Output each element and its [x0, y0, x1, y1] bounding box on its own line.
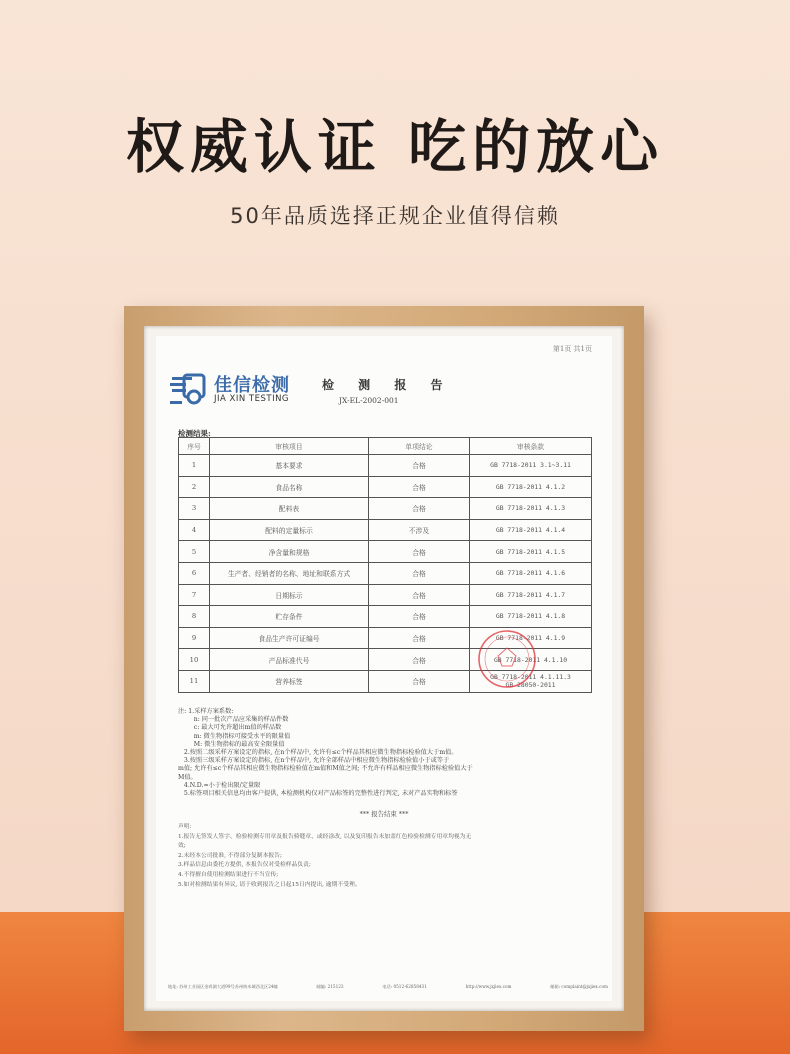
conclusion: 合格: [369, 670, 470, 692]
note-line: 2.按照二级采样方案设定的指标, 在n个样品中, 允许有≤c个样品其相应微生物指标检验值大于m值。: [178, 749, 458, 757]
standard-clause: GB 7718-2011 4.1.3: [470, 498, 592, 520]
footer-item: 电话: 0512-62858431: [382, 984, 427, 989]
logo-mark-icon: [170, 371, 208, 407]
note-line: 5.标签项目相关信息均由客户提供, 本检测机构仅对产品标签的完整性进行判定, 未对产品实物和标签: [178, 790, 458, 798]
table-row: [179, 606, 592, 628]
test-report-document: [156, 336, 612, 1001]
standard-clause: GB 7718-2011 4.1.4: [470, 519, 592, 541]
footer-item: http://www.jxjiex.com: [465, 984, 512, 989]
audit-item: 基本要求: [210, 455, 369, 477]
standard-clause: GB 7718-2011 4.1.10: [470, 649, 592, 671]
row-number: 5: [179, 541, 210, 563]
conclusion: 不涉及: [369, 519, 470, 541]
table-row: [179, 584, 592, 606]
report-title: 检 测 报 告: [322, 378, 453, 392]
wooden-frame: [124, 306, 644, 1031]
standard-clause: GB 7718-2011 3.1~3.11: [470, 455, 592, 477]
audit-item: 营养标签: [210, 670, 369, 692]
conclusion: 合格: [369, 627, 470, 649]
audit-item: 贮存条件: [210, 606, 369, 628]
audit-item: 配料的定量标示: [210, 519, 369, 541]
logo-english-name: JIA XIN TESTING: [214, 394, 290, 404]
red-stamp-icon: [474, 626, 540, 692]
footer-item: 邮箱: complaint@jxjiex.com: [550, 984, 608, 989]
column-header: 单项结论: [369, 438, 470, 455]
column-header: 序号: [179, 438, 210, 455]
standard-clause: GB 7718-2011 4.1.9: [470, 627, 592, 649]
row-number: 4: [179, 519, 210, 541]
standard-clause: GB 7718-2011 4.1.6: [470, 562, 592, 584]
declaration-line: 1.报告无签发人签字、检验检测专用章及报告骑缝章、或经涂改, 以及复印报告未加盖红色检验检测专用章均视为无: [178, 833, 472, 840]
footer-item: 邮编: 215123: [316, 984, 344, 989]
standard-clause: GB 7718-2011 4.1.5: [470, 541, 592, 563]
row-number: 11: [179, 670, 210, 692]
row-number: 2: [179, 476, 210, 498]
note-line: c: 最大可允许超出m值的样品数: [178, 724, 282, 732]
logo-chinese-name: 佳信检测: [214, 375, 290, 396]
table-header-row: [179, 438, 592, 455]
audit-item: 日期标示: [210, 584, 369, 606]
table-row: [179, 541, 592, 563]
note-line: M: 微生物指标的最高安全限量值: [178, 740, 285, 748]
row-number: 7: [179, 584, 210, 606]
row-number: 10: [179, 649, 210, 671]
note-line: 注: 1.采样方案系数:: [178, 708, 234, 715]
footer-item: 地址: 苏州工业园区金鸡湖大道99号苏州纳米城西北区24幢: [168, 984, 278, 989]
frame-mat: [144, 326, 624, 1011]
table-row: [179, 519, 592, 541]
conclusion: 合格: [369, 584, 470, 606]
declaration-line: 声明:: [178, 824, 192, 830]
audit-item: 配料表: [210, 498, 369, 520]
note-line: m值; 允许有≤c个样品其相应微生物指标检验值在m值和M值之间; 不允许有样品相应微生物指标检验值大于: [178, 765, 473, 773]
audit-item: 净含量和规格: [210, 541, 369, 563]
note-line: M值。: [178, 773, 197, 781]
document-footer: [168, 984, 608, 990]
conclusion: 合格: [369, 476, 470, 498]
standard-clause: GB 7718-2011 4.1.2: [470, 476, 592, 498]
standard-clause: GB 7718-2011 4.1.8: [470, 606, 592, 628]
note-line: n: 同一批次产品应采集的样品件数: [178, 716, 289, 724]
page-number: 第1页 共1页: [552, 345, 592, 353]
conclusion: 合格: [369, 562, 470, 584]
report-number: JX-EL-2002-001: [339, 396, 399, 405]
subheadline: 50年品质选择正规企业值得信赖: [230, 204, 560, 228]
column-header: 审核项目: [210, 438, 369, 455]
declaration-line: 5.如对检测结果有异议, 请于收到报告之日起15日内提出, 逾期不受理。: [178, 881, 361, 888]
declaration-line: 2.未经本公司批准, 不得部分复制本报告;: [178, 852, 282, 859]
note-line: 3.按照三级采样方案设定的指标, 在n个样品中, 允许全部样品中相应微生物指标检验值小于或等于: [178, 757, 450, 765]
standard-clause: GB 7718-2011 4.1.11.3 GB 28050-2011: [470, 670, 592, 692]
declaration-line: 效;: [178, 843, 186, 850]
table-row: [179, 562, 592, 584]
column-header: 审核条款: [470, 438, 592, 455]
conclusion: 合格: [369, 455, 470, 477]
declaration-line: 4.不得擅自使用检测结果进行不当宣传;: [178, 871, 279, 878]
audit-item: 生产者、经销者的名称、地址和联系方式: [210, 562, 369, 584]
report-end: *** 报告结束 ***: [359, 810, 409, 818]
standard-clause: GB 7718-2011 4.1.7: [470, 584, 592, 606]
conclusion: 合格: [369, 498, 470, 520]
note-line: 4.N.D.=小于检出限/定量限: [178, 781, 261, 789]
row-number: 6: [179, 562, 210, 584]
notes-block: [178, 708, 598, 798]
table-row: [179, 455, 592, 477]
headline: 权威认证 吃的放心: [125, 113, 665, 181]
audit-item: 产品标准代号: [210, 649, 369, 671]
row-number: 8: [179, 606, 210, 628]
section-title: 检测结果:: [178, 429, 211, 438]
testing-logo: [170, 371, 306, 411]
conclusion: 合格: [369, 606, 470, 628]
audit-item: 食品生产许可证编号: [210, 627, 369, 649]
row-number: 3: [179, 498, 210, 520]
row-number: 1: [179, 455, 210, 477]
row-number: 9: [179, 627, 210, 649]
table-row: [179, 476, 592, 498]
note-line: m: 微生物指标可接受水平的限量值: [178, 732, 291, 740]
audit-item: 食品名称: [210, 476, 369, 498]
conclusion: 合格: [369, 541, 470, 563]
table-row: [179, 498, 592, 520]
conclusion: 合格: [369, 649, 470, 671]
declaration-line: 3.样品信息由委托方提供, 本报告仅对受检样品负责;: [178, 862, 311, 869]
declaration-block: [178, 823, 598, 890]
